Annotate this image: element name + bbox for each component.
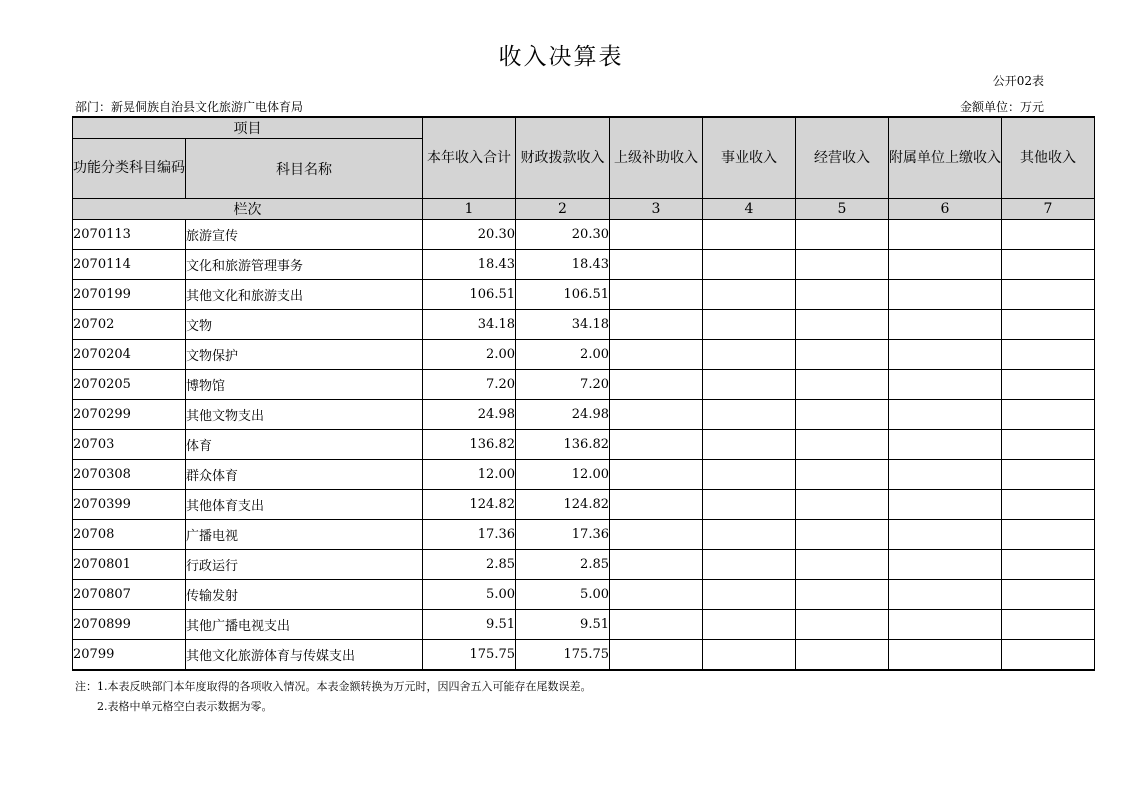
note-1: 注：1.本表反映部门本年度取得的各项收入情况。本表金额转换为万元时，因四舍五入可能存在尾数误差。 bbox=[75, 680, 592, 693]
row-affiliate-income bbox=[889, 640, 1002, 671]
row-code: 2070199 bbox=[73, 280, 186, 310]
row-business-income bbox=[703, 400, 796, 430]
row-total-income: 175.75 bbox=[423, 640, 516, 671]
row-fiscal-income: 18.43 bbox=[516, 250, 610, 280]
row-total-income: 34.18 bbox=[423, 310, 516, 340]
row-affiliate-income bbox=[889, 310, 1002, 340]
table-row bbox=[73, 490, 1095, 520]
header-project: 项目 bbox=[73, 117, 423, 139]
department-label: 部门：新晃侗族自治县文化旅游广电体育局 bbox=[75, 100, 304, 114]
row-superior-subsidy bbox=[610, 460, 703, 490]
row-subject-name: 传输发射 bbox=[186, 580, 423, 610]
row-operating-income bbox=[796, 220, 889, 250]
table-row bbox=[73, 340, 1095, 370]
row-superior-subsidy bbox=[610, 340, 703, 370]
row-affiliate-income bbox=[889, 550, 1002, 580]
row-code: 20702 bbox=[73, 310, 186, 340]
row-superior-subsidy bbox=[610, 550, 703, 580]
row-code: 2070299 bbox=[73, 400, 186, 430]
income-table bbox=[72, 116, 1095, 671]
row-business-income bbox=[703, 580, 796, 610]
header-func-code: 功能分类科目编码 bbox=[73, 139, 186, 199]
row-business-income bbox=[703, 340, 796, 370]
note-2: 2.表格中单元格空白表示数据为零。 bbox=[97, 700, 273, 713]
row-subject-name: 其他文物支出 bbox=[186, 400, 423, 430]
row-subject-name: 其他广播电视支出 bbox=[186, 610, 423, 640]
row-subject-name: 文物保护 bbox=[186, 340, 423, 370]
table-row bbox=[73, 610, 1095, 640]
row-code: 2070114 bbox=[73, 250, 186, 280]
header-col-1: 本年收入合计 bbox=[423, 117, 516, 199]
row-total-income: 106.51 bbox=[423, 280, 516, 310]
row-total-income: 7.20 bbox=[423, 370, 516, 400]
row-affiliate-income bbox=[889, 370, 1002, 400]
row-code: 2070801 bbox=[73, 550, 186, 580]
row-superior-subsidy bbox=[610, 280, 703, 310]
report-title: 收入决算表 bbox=[498, 44, 624, 70]
row-business-income bbox=[703, 640, 796, 671]
index-number: 2 bbox=[516, 199, 610, 220]
table-row bbox=[73, 280, 1095, 310]
row-affiliate-income bbox=[889, 520, 1002, 550]
row-subject-name: 群众体育 bbox=[186, 460, 423, 490]
row-fiscal-income: 17.36 bbox=[516, 520, 610, 550]
row-code: 20708 bbox=[73, 520, 186, 550]
row-business-income bbox=[703, 430, 796, 460]
row-superior-subsidy bbox=[610, 610, 703, 640]
row-superior-subsidy bbox=[610, 520, 703, 550]
row-business-income bbox=[703, 520, 796, 550]
row-other-income bbox=[1002, 340, 1095, 370]
row-other-income bbox=[1002, 430, 1095, 460]
index-number: 1 bbox=[423, 199, 516, 220]
row-total-income: 17.36 bbox=[423, 520, 516, 550]
row-business-income bbox=[703, 250, 796, 280]
row-other-income bbox=[1002, 490, 1095, 520]
row-superior-subsidy bbox=[610, 400, 703, 430]
row-other-income bbox=[1002, 640, 1095, 671]
row-total-income: 20.30 bbox=[423, 220, 516, 250]
table-row bbox=[73, 430, 1095, 460]
row-fiscal-income: 24.98 bbox=[516, 400, 610, 430]
row-fiscal-income: 34.18 bbox=[516, 310, 610, 340]
table-row bbox=[73, 460, 1095, 490]
row-business-income bbox=[703, 370, 796, 400]
header-col-6: 附属单位上缴收入 bbox=[889, 117, 1002, 199]
header-col-4: 事业收入 bbox=[703, 117, 796, 199]
row-affiliate-income bbox=[889, 610, 1002, 640]
row-affiliate-income bbox=[889, 490, 1002, 520]
row-superior-subsidy bbox=[610, 640, 703, 671]
row-operating-income bbox=[796, 370, 889, 400]
table-row bbox=[73, 550, 1095, 580]
row-operating-income bbox=[796, 310, 889, 340]
row-fiscal-income: 7.20 bbox=[516, 370, 610, 400]
row-business-income bbox=[703, 550, 796, 580]
row-operating-income bbox=[796, 610, 889, 640]
row-operating-income bbox=[796, 550, 889, 580]
row-business-income bbox=[703, 460, 796, 490]
index-number: 5 bbox=[796, 199, 889, 220]
row-affiliate-income bbox=[889, 250, 1002, 280]
row-superior-subsidy bbox=[610, 490, 703, 520]
row-code: 2070113 bbox=[73, 220, 186, 250]
table-row bbox=[73, 640, 1095, 671]
amount-unit-label: 金额单位：万元 bbox=[959, 100, 1044, 114]
header-col-3: 上级补助收入 bbox=[610, 117, 703, 199]
row-subject-name: 其他文化旅游体育与传媒支出 bbox=[186, 640, 423, 671]
row-fiscal-income: 5.00 bbox=[516, 580, 610, 610]
header-index-label: 栏次 bbox=[73, 199, 423, 220]
row-business-income bbox=[703, 220, 796, 250]
row-total-income: 24.98 bbox=[423, 400, 516, 430]
row-operating-income bbox=[796, 640, 889, 671]
row-operating-income bbox=[796, 460, 889, 490]
row-business-income bbox=[703, 610, 796, 640]
row-other-income bbox=[1002, 400, 1095, 430]
row-fiscal-income: 20.30 bbox=[516, 220, 610, 250]
row-superior-subsidy bbox=[610, 310, 703, 340]
row-subject-name: 其他文化和旅游支出 bbox=[186, 280, 423, 310]
table-row bbox=[73, 520, 1095, 550]
header-subject-name: 科目名称 bbox=[186, 139, 423, 199]
row-subject-name: 博物馆 bbox=[186, 370, 423, 400]
row-business-income bbox=[703, 280, 796, 310]
row-operating-income bbox=[796, 340, 889, 370]
row-subject-name: 其他体育支出 bbox=[186, 490, 423, 520]
row-total-income: 9.51 bbox=[423, 610, 516, 640]
index-number: 3 bbox=[610, 199, 703, 220]
row-subject-name: 广播电视 bbox=[186, 520, 423, 550]
table-row bbox=[73, 580, 1095, 610]
row-business-income bbox=[703, 310, 796, 340]
row-code: 2070308 bbox=[73, 460, 186, 490]
row-other-income bbox=[1002, 280, 1095, 310]
table-row bbox=[73, 220, 1095, 250]
table-row bbox=[73, 250, 1095, 280]
row-code: 2070807 bbox=[73, 580, 186, 610]
table-row bbox=[73, 310, 1095, 340]
row-total-income: 2.85 bbox=[423, 550, 516, 580]
header-col-5: 经营收入 bbox=[796, 117, 889, 199]
row-fiscal-income: 2.85 bbox=[516, 550, 610, 580]
table-row bbox=[73, 370, 1095, 400]
row-fiscal-income: 175.75 bbox=[516, 640, 610, 671]
row-code: 2070899 bbox=[73, 610, 186, 640]
row-total-income: 2.00 bbox=[423, 340, 516, 370]
row-code: 20703 bbox=[73, 430, 186, 460]
row-subject-name: 文化和旅游管理事务 bbox=[186, 250, 423, 280]
row-other-income bbox=[1002, 520, 1095, 550]
row-affiliate-income bbox=[889, 430, 1002, 460]
row-affiliate-income bbox=[889, 280, 1002, 310]
index-number: 6 bbox=[889, 199, 1002, 220]
row-code: 2070399 bbox=[73, 490, 186, 520]
row-operating-income bbox=[796, 280, 889, 310]
row-fiscal-income: 9.51 bbox=[516, 610, 610, 640]
index-number: 4 bbox=[703, 199, 796, 220]
row-subject-name: 体育 bbox=[186, 430, 423, 460]
row-superior-subsidy bbox=[610, 580, 703, 610]
index-number: 7 bbox=[1002, 199, 1095, 220]
table-row bbox=[73, 400, 1095, 430]
row-other-income bbox=[1002, 310, 1095, 340]
row-affiliate-income bbox=[889, 340, 1002, 370]
row-operating-income bbox=[796, 490, 889, 520]
row-other-income bbox=[1002, 250, 1095, 280]
row-operating-income bbox=[796, 400, 889, 430]
row-operating-income bbox=[796, 580, 889, 610]
row-fiscal-income: 2.00 bbox=[516, 340, 610, 370]
notes bbox=[75, 677, 592, 717]
row-fiscal-income: 124.82 bbox=[516, 490, 610, 520]
row-total-income: 124.82 bbox=[423, 490, 516, 520]
row-total-income: 12.00 bbox=[423, 460, 516, 490]
form-code: 公开02表 bbox=[992, 74, 1044, 88]
row-total-income: 5.00 bbox=[423, 580, 516, 610]
row-fiscal-income: 106.51 bbox=[516, 280, 610, 310]
row-subject-name: 旅游宣传 bbox=[186, 220, 423, 250]
row-other-income bbox=[1002, 610, 1095, 640]
row-superior-subsidy bbox=[610, 370, 703, 400]
row-subject-name: 行政运行 bbox=[186, 550, 423, 580]
row-total-income: 18.43 bbox=[423, 250, 516, 280]
row-code: 2070204 bbox=[73, 340, 186, 370]
row-code: 20799 bbox=[73, 640, 186, 671]
header-col-7: 其他收入 bbox=[1002, 117, 1095, 199]
row-operating-income bbox=[796, 430, 889, 460]
row-business-income bbox=[703, 490, 796, 520]
row-operating-income bbox=[796, 250, 889, 280]
row-fiscal-income: 12.00 bbox=[516, 460, 610, 490]
row-affiliate-income bbox=[889, 400, 1002, 430]
row-superior-subsidy bbox=[610, 250, 703, 280]
row-code: 2070205 bbox=[73, 370, 186, 400]
row-other-income bbox=[1002, 460, 1095, 490]
row-superior-subsidy bbox=[610, 430, 703, 460]
row-other-income bbox=[1002, 220, 1095, 250]
row-affiliate-income bbox=[889, 460, 1002, 490]
row-affiliate-income bbox=[889, 580, 1002, 610]
row-fiscal-income: 136.82 bbox=[516, 430, 610, 460]
row-other-income bbox=[1002, 550, 1095, 580]
row-total-income: 136.82 bbox=[423, 430, 516, 460]
row-affiliate-income bbox=[889, 220, 1002, 250]
row-superior-subsidy bbox=[610, 220, 703, 250]
row-other-income bbox=[1002, 580, 1095, 610]
header-col-2: 财政拨款收入 bbox=[516, 117, 610, 199]
row-other-income bbox=[1002, 370, 1095, 400]
row-subject-name: 文物 bbox=[186, 310, 423, 340]
row-operating-income bbox=[796, 520, 889, 550]
